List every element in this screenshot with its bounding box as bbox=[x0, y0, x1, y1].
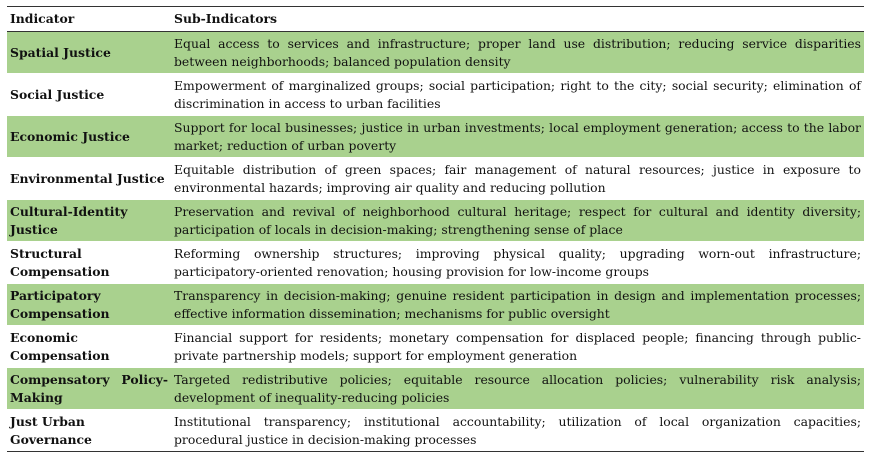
sub-indicators-cell: Preservation and revival of neighborhood cultural heritage; respect for cultural and identity diversity; participation of locals in decision-making; strengthening sense of place bbox=[174, 204, 861, 237]
indicator-cell: Cultural-Identity Justice bbox=[10, 204, 128, 237]
table-row bbox=[7, 32, 864, 74]
sub-indicators-cell: Financial support for residents; monetary compensation for displaced people; financing through public-private partnership models; support for employment generation bbox=[174, 330, 861, 363]
indicator-cell: Economic Justice bbox=[10, 128, 130, 144]
table-body bbox=[7, 32, 864, 452]
table-header bbox=[7, 7, 864, 32]
indicators-table bbox=[7, 6, 864, 452]
sub-indicators-cell: Institutional transparency; institutional accountability; utilization of local organization capacities; procedural justice in decision-making processes bbox=[174, 414, 861, 447]
table-row bbox=[7, 326, 864, 368]
indicator-cell: Economic Compensation bbox=[10, 330, 110, 363]
header-sub-indicators: Sub-Indicators bbox=[174, 11, 278, 27]
indicator-cell: Environmental Justice bbox=[10, 170, 165, 186]
sub-indicators-cell: Reforming ownership structures; improving physical quality; upgrading worn-out infrastructure; participatory-oriented renovation; housing provision for low-income groups bbox=[174, 246, 861, 279]
indicator-cell: Structural Compensation bbox=[10, 246, 110, 279]
sub-indicators-cell: Empowerment of marginalized groups; social participation; right to the city; social security; elimination of discrimination in access to urban facilities bbox=[174, 78, 861, 111]
indicator-cell: Compensatory Policy-Making bbox=[10, 372, 168, 405]
table-row bbox=[7, 200, 864, 242]
table-row bbox=[7, 242, 864, 284]
indicator-cell: Social Justice bbox=[10, 86, 105, 102]
sub-indicators-cell: Transparency in decision-making; genuine resident participation in design and implementation processes; effective information dissemination; mechanisms for public oversight bbox=[174, 288, 861, 321]
table-row bbox=[7, 368, 864, 410]
indicator-cell: Just Urban Governance bbox=[10, 414, 92, 447]
table-row bbox=[7, 410, 864, 452]
sub-indicators-cell: Targeted redistributive policies; equitable resource allocation policies; vulnerability risk analysis; development of inequality-reducing policies bbox=[174, 372, 861, 405]
sub-indicators-cell: Equitable distribution of green spaces; fair management of natural resources; justice in exposure to environmental hazards; improving air quality and reducing pollution bbox=[174, 162, 861, 195]
sub-indicators-cell: Support for local businesses; justice in urban investments; local employment generation; access to the labor market; reduction of urban poverty bbox=[174, 120, 861, 153]
header-indicator: Indicator bbox=[10, 11, 75, 27]
table-row bbox=[7, 116, 864, 158]
table-row bbox=[7, 284, 864, 326]
table-row bbox=[7, 158, 864, 200]
indicator-cell: Participatory Compensation bbox=[10, 288, 110, 321]
table-row bbox=[7, 74, 864, 116]
sub-indicators-cell: Equal access to services and infrastructure; proper land use distribution; reducing service disparities between neighborhoods; balanced population density bbox=[174, 36, 861, 69]
indicator-cell: Spatial Justice bbox=[10, 44, 111, 60]
header-row bbox=[7, 7, 864, 32]
